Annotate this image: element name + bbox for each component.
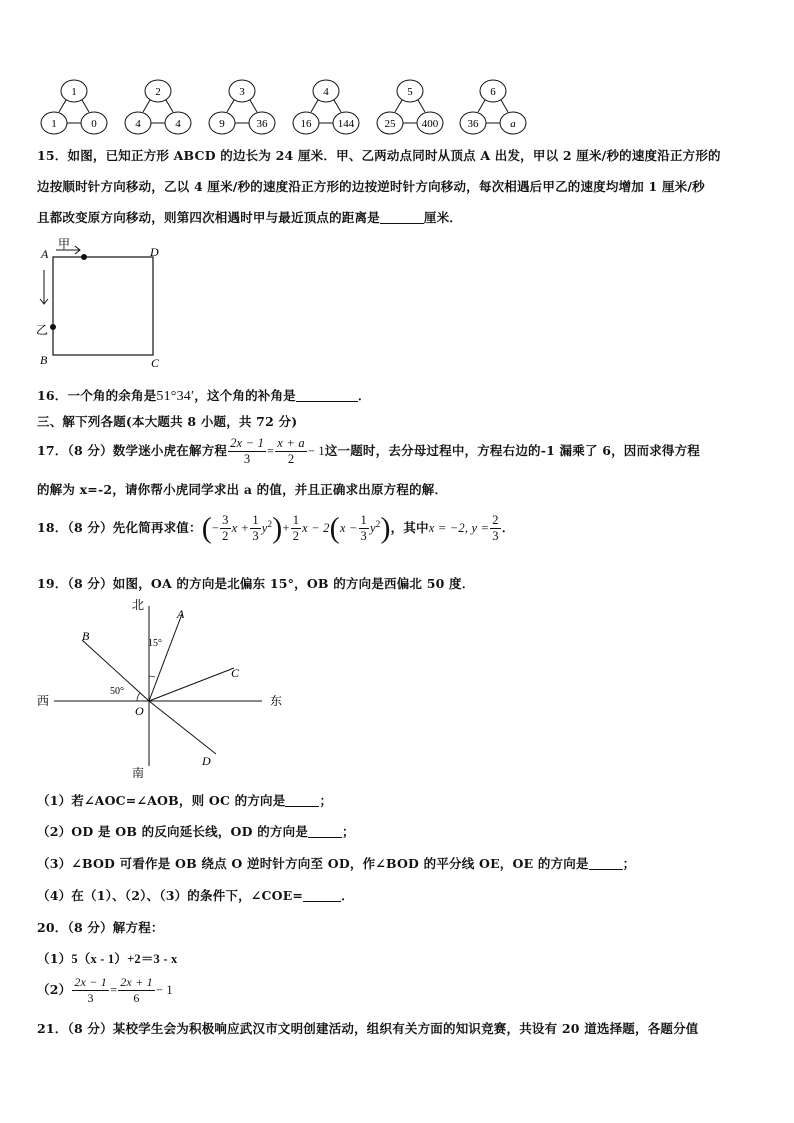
circle-value-top: 2 xyxy=(155,86,161,98)
q18-text: 18．（8 分）先化简再求值： xyxy=(37,520,202,535)
q21-line1: 21．（8 分）某校学生会为积极响应武汉市文明创建活动，组织有关方面的知识竞赛，共设有 20 道选择题，各题分值 xyxy=(37,1021,699,1036)
label-west: 西 xyxy=(37,694,50,708)
q16 xyxy=(37,386,371,405)
label-C: C xyxy=(151,356,160,370)
point-yi xyxy=(50,324,56,330)
circle-group-5 xyxy=(377,80,443,134)
q17-frac-left: $\frac{2x - 1}{3}$ xyxy=(230,436,265,466)
square-figure xyxy=(30,236,170,370)
label-D: D xyxy=(150,245,159,259)
q19-p1-blank[interactable] xyxy=(285,794,319,807)
circle-value-right: 4 xyxy=(175,118,181,130)
label-15deg: 15° xyxy=(148,638,162,649)
circle-value-top: 4 xyxy=(323,86,329,98)
compass-figure xyxy=(34,596,294,780)
circle-value-top: 5 xyxy=(407,86,413,98)
q17-frac-right: $\frac{x + a}{2}$ xyxy=(277,436,305,466)
ray-OA xyxy=(149,614,182,701)
circle-group-1 xyxy=(41,80,107,134)
q17-line2: 的解为 x=-2，请你帮小虎同学求出 a 的值，并且正确求出原方程的解． xyxy=(37,482,448,497)
q16-end: ． xyxy=(357,388,371,403)
q17-text-b: 这一题时，去分母过程中，方程右边的-1 漏乘了 6，因而求得方程 xyxy=(324,443,701,458)
section-3-heading: 三、解下列各题(本大题共 8 小题，共 72 分) xyxy=(37,414,298,429)
q16-text-b: ，这个角的补角是 xyxy=(194,388,296,403)
label-50deg: 50° xyxy=(110,686,124,697)
ray-OC xyxy=(149,668,234,701)
label-B: B xyxy=(40,353,48,367)
q15-line3 xyxy=(37,208,462,226)
circle-group-2 xyxy=(125,80,191,134)
circle-group-3 xyxy=(209,80,275,134)
q19-part3: （3）∠BOD 可看作是 OB 绕点 O 逆时针方向至 OD，作∠BOD 的平分线 OE，OE 的方向是 ； xyxy=(37,856,636,871)
q18: 18．（8 分）先化简再求值：(− $\frac{3}{2}$ x + $\frac{1}{3}$ $y^2)+$ $\frac{1}{2}$ x − 2(x − $\frac{1}{3}$ $y^2$)，其中x = −2, y = $\frac{2}{3}$ ． xyxy=(37,511,515,545)
label-C: C xyxy=(231,666,240,680)
q18-where: ，其中 xyxy=(390,520,429,535)
circle-value-left: 36 xyxy=(467,118,479,130)
circle-value-right: 400 xyxy=(421,118,439,130)
q15-text: 且都改变原方向移动，则第四次相遇时甲与最近顶点的距离是 xyxy=(37,210,380,225)
square-abcd xyxy=(53,257,153,355)
circle-value-left: 25 xyxy=(384,118,396,130)
circle-value-top: 6 xyxy=(490,86,496,98)
q17-line1: 17．（8 分）数学迷小虎在解方程 $\frac{2x - 1}{3}$ = $\frac{x + a}{2}$ − 1这一题时，去分母过程中，方程右边的-1 漏乘了 6，因而求得方程 xyxy=(37,436,701,466)
label-D: D xyxy=(202,754,211,768)
circle-group-4 xyxy=(293,80,359,134)
circle-value-top: 3 xyxy=(239,86,245,98)
q15-line1: 15．如图，已知正方形 ABCD 的边长为 24 厘米．甲、乙两动点同时从顶点 A 出发，甲以 2 厘米/秒的速度沿正方形的 xyxy=(37,148,721,163)
q19-part2: （2）OD 是 OB 的反向延长线，OD 的方向是 ； xyxy=(37,824,355,839)
label-A: A xyxy=(177,607,185,621)
circle-value-left: 16 xyxy=(300,118,312,130)
label-A: A xyxy=(41,247,49,261)
label-south: 南 xyxy=(132,766,145,780)
circle-value-right: 144 xyxy=(337,118,355,130)
q15-answer-blank[interactable] xyxy=(380,211,424,224)
circle-value-left: 9 xyxy=(219,118,225,130)
label-north: 北 xyxy=(132,598,145,612)
q19-part4: （4）在（1）、（2）、（3）的条件下，∠COE= ． xyxy=(37,888,354,903)
q15-line2: 边按顺时针方向移动，乙以 4 厘米/秒的速度沿正方形的边按逆时针方向移动，每次相遇后甲乙的速度均增加 1 厘米/秒 xyxy=(37,179,705,194)
label-east: 东 xyxy=(270,694,283,708)
circle-group-6 xyxy=(460,80,526,134)
label-yi: 乙 xyxy=(36,323,49,337)
point-jia xyxy=(81,254,87,260)
q20-part2: （2） $\frac{2x - 1}{3}$ = $\frac{2x + 1}{6}$ − 1 xyxy=(37,975,173,1005)
q20-part1: （1）5（x - 1）+2＝3 - x xyxy=(37,951,178,966)
q19-intro: 19．（8 分）如图，OA 的方向是北偏东 15°，OB 的方向是西偏北 50 度． xyxy=(37,576,475,591)
q19-p2-blank[interactable] xyxy=(308,825,342,838)
circle-value-right: 36 xyxy=(256,118,268,130)
number-pattern-figure xyxy=(36,78,528,138)
label-B: B xyxy=(82,629,90,643)
label-O: O xyxy=(135,704,144,718)
q16-angle: 51°34′ xyxy=(156,389,195,404)
q19-part1: （1）若∠AOC=∠AOB，则 OC 的方向是 ； xyxy=(37,793,333,808)
circle-value-top: 1 xyxy=(71,86,77,98)
circle-value-right: 0 xyxy=(91,118,97,130)
label-jia: 甲 xyxy=(58,237,71,251)
q16-answer-blank[interactable] xyxy=(296,389,358,402)
q16-text-a: 16．一个角的余角是 xyxy=(37,388,157,403)
q19-p4-blank[interactable] xyxy=(303,889,341,902)
q20-intro: 20．（8 分）解方程： xyxy=(37,920,164,935)
circle-value-left: 1 xyxy=(51,118,57,130)
q15-unit: 厘米． xyxy=(423,210,463,225)
q17-text-a: 17．（8 分）数学迷小虎在解方程 xyxy=(37,443,228,458)
circle-value-left: 4 xyxy=(135,118,141,130)
circle-value-right: a xyxy=(510,118,516,130)
q19-p3-blank[interactable] xyxy=(589,857,623,870)
ray-OD xyxy=(149,701,216,754)
